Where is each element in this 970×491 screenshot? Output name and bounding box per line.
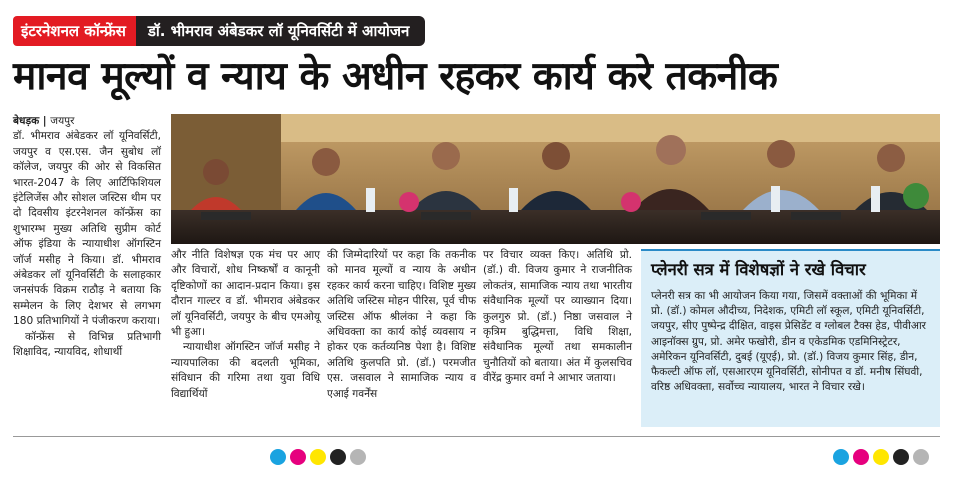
paragraph: की जिम्मेदारियों पर कहा कि तकनीक को मानव मूल्यों व न्याय के अधीन रहकर कार्य करना चाहिए। विशिष्ट मुख्य अतिथि जस्टिस मोहन पीरिस, पूर्व चीफ जस्टिस ऑफ श्रीलंका ने कहा कि अधिवक्ता का कार्य कोई व्यवसाय न होकर एक कर्तव्यनिष्ठ पेशा है। विशिष्ट अतिथि कुलपति प्रो. (डॉ.) परमजीत एस. जसवाल ने सामाजिक न्याय व एआई गवर्नेंस [327, 249, 476, 400]
paragraph: पर विचार व्यक्त किए। अतिथि प्रो. (डॉ.) वी. विजय कुमार ने राजनीतिक लोकतंत्र, सामाजिक न्याय तथा भारतीय संवैधानिक मूल्यों पर व्याख्यान दिया। कुलगुरु प्रो. (डॉ.) निष्ठा जसवाल ने कृत्रिम बुद्धिमत्ता, विधि शिक्षा, संवैधानिक मूल्यों तथा समकालीन चुनौतियों को बताया। अंत में कुलसचिव वीरेंद्र कुमार वर्मा ने आभार जताया। [483, 249, 632, 385]
cyan-dot [270, 449, 286, 465]
yellow-dot [310, 449, 326, 465]
cyan-dot [833, 449, 849, 465]
paragraph: और नीति विशेषज्ञ एक मंच पर आए और विचारों, शोध निष्कर्षों व कानूनी दृष्टिकोणों का आदान-प्रदान किया। इस दौरान गाल्टर व डॉ. भीमराव अंबेडकर लॉ यूनिवर्सिटी, जयपुर के बीच एमओयू भी हुआ। [171, 249, 320, 339]
section-tag: इंटरनेशनल कॉन्फ्रेंस [13, 16, 136, 46]
black-dot [893, 449, 909, 465]
article-column-2 [171, 248, 320, 402]
event-photo [171, 114, 940, 244]
magenta-dot [290, 449, 306, 465]
byline-place: जयपुर [50, 115, 75, 127]
registration-marks-right [833, 449, 929, 465]
headline: मानव मूल्यों व न्याय के अधीन रहकर कार्य करे तकनीक [13, 54, 778, 99]
article-column-4 [483, 248, 632, 387]
article-column-1 [13, 114, 161, 361]
section-tag-bar [13, 16, 425, 46]
byline-source: बेधड़क [13, 115, 40, 127]
magenta-dot [853, 449, 869, 465]
paragraph: डॉ. भीमराव अंबेडकर लॉ यूनिवर्सिटी, जयपुर व एस.एस. जैन सुबोध लॉ कॉलेज, जयपुर की ओर से विकसित भारत-2047 के लिए आर्टिफिशियल इंटेलिजेंस और सोशल जस्टिस थीम पर दो दिवसीय इंटरनेशनल कॉन्फ्रेंस का शुभारम्भ मुख्य अतिथि सुप्रीम कोर्ट ऑफ इंडिया के न्यायाधीश ऑगस्टिन जॉर्ज मसीह ने किया। डॉ. भीमराव अंबेडकर लॉ यूनिवर्सिटी के सलाहकार जनसंपर्क विक्रम राठौड़ ने बताया कि सम्मेलन के लिए देशभर से लगभग 180 प्रतिभागियों ने पंजीकरण कराया। [13, 130, 161, 328]
yellow-dot [873, 449, 889, 465]
paragraph: कॉन्फ्रेंस से विभिन्न प्रतिभागी शिक्षाविद, न्यायविद, शोधार्थी [13, 330, 161, 359]
sidebar-body: प्लेनरी सत्र का भी आयोजन किया गया, जिसमें वक्ताओं की भूमिका में प्रो. (डॉ.) कोमल औदीच्य, निदेशक, एमिटी लॉ स्कूल, एमिटी यूनिवर्सिटी, जयपुर, सीए पुष्पेन्द्र दीक्षित, वाइस प्रेसिडेंट व ग्लोबल टैक्स हेड, पीवीआर आइनॉक्स ग्रुप, प्रो. अमेर फखोरी, डीन व एकेडमिक एडमिनिस्ट्रेटर, अमेरिकन यूनिवर्सिटी, दुबई (यूएई), प्रो. (डॉ.) विजय कुमार सिंह, डीन, फैकल्टी ऑफ लॉ, एसआरएम यूनिवर्सिटी, सोनीपत व डॉ. मनीष सिंघवी, वरिष्ठ अधिवक्ता, सर्वोच्च न्यायालय, भारत ने विचार रखे। [651, 290, 927, 394]
sidebar-box [641, 249, 940, 427]
article-column-3 [327, 248, 476, 402]
paragraph: न्यायाधीश ऑगस्टिन जॉर्ज मसीह ने न्यायपालिका की बदलती भूमिका, संविधान की गरिमा तथा युवा विधि विद्यार्थियों [171, 341, 320, 400]
registration-marks-left [270, 449, 366, 465]
sidebar-title: प्लेनरी सत्र में विशेषज्ञों ने रखे विचार [651, 260, 866, 279]
bottom-divider [13, 436, 940, 437]
black-dot [330, 449, 346, 465]
grey-dot [350, 449, 366, 465]
section-subtitle: डॉ. भीमराव अंबेडकर लॉ यूनिवर्सिटी में आयोजन [136, 16, 426, 46]
grey-dot [913, 449, 929, 465]
byline: बेधड़क | जयपुर [13, 115, 75, 127]
